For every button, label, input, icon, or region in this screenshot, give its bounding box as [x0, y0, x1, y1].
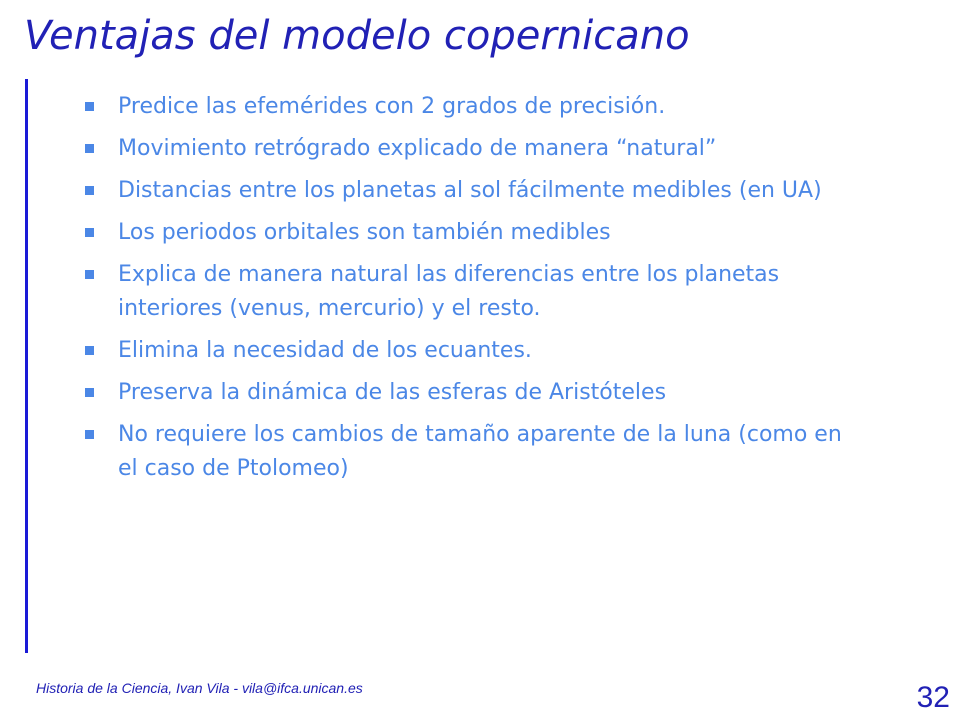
- square-bullet-icon: [85, 144, 94, 153]
- left-vertical-rule: [25, 79, 28, 653]
- bullet-item: [83, 90, 863, 124]
- bullet-text: No requiere los cambios de tamaño aparente de la luna (como en el caso de Ptolomeo): [118, 422, 842, 481]
- square-bullet-icon: [85, 346, 94, 355]
- bullet-item: [83, 216, 863, 250]
- bullet-item: [83, 132, 863, 166]
- bullet-text: Predice las efemérides con 2 grados de precisión.: [118, 94, 666, 119]
- slide-number: 32: [916, 681, 950, 714]
- bullet-text: Distancias entre los planetas al sol fácilmente medibles (en UA): [118, 178, 822, 203]
- square-bullet-icon: [85, 186, 94, 195]
- square-bullet-icon: [85, 102, 94, 111]
- bullet-text: Explica de manera natural las diferencias entre los planetas interiores (venus, mercurio) y el resto.: [118, 262, 780, 321]
- footer-credit: Historia de la Ciencia, Ivan Vila - vila@ifca.unican.es: [36, 680, 363, 696]
- square-bullet-icon: [85, 430, 94, 439]
- square-bullet-icon: [85, 388, 94, 397]
- bullet-item: [83, 258, 863, 326]
- slide-title: Ventajas del modelo copernicano: [24, 13, 690, 59]
- bullet-list: [83, 90, 863, 494]
- square-bullet-icon: [85, 228, 94, 237]
- bullet-item: [83, 376, 863, 410]
- bullet-text: Los periodos orbitales son también medibles: [118, 220, 611, 245]
- bullet-item: [83, 174, 863, 208]
- bullet-item: [83, 334, 863, 368]
- bullet-text: Preserva la dinámica de las esferas de Aristóteles: [118, 380, 667, 405]
- bullet-text: Elimina la necesidad de los ecuantes.: [118, 338, 532, 363]
- square-bullet-icon: [85, 270, 94, 279]
- bullet-item: [83, 418, 863, 486]
- bullet-text: Movimiento retrógrado explicado de manera “natural”: [118, 136, 717, 161]
